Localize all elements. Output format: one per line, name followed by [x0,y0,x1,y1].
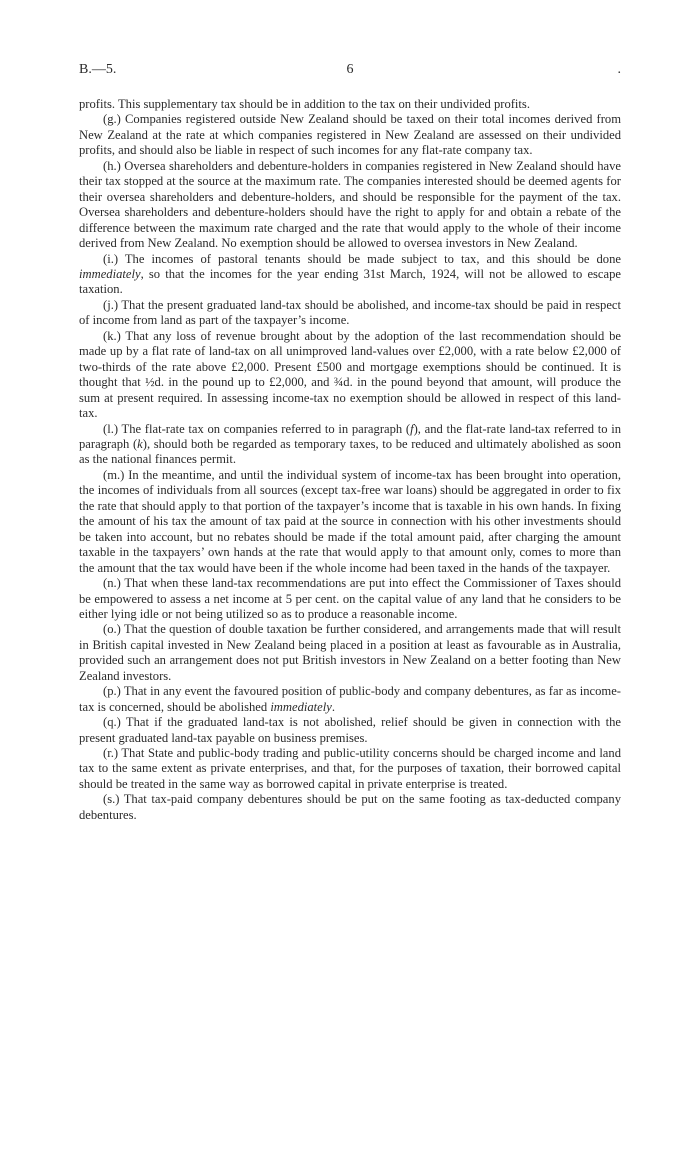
paragraph-g [79,112,621,158]
paragraph-text: That the present graduated land-tax should be abolished, and income-tax should be paid in respect of income from land as part of the taxpayer’s income. [79,297,621,328]
paragraph-j [79,298,621,329]
paragraph-label: (i.) [103,251,119,266]
paragraph-text: That when these land-tax recommendations are put into effect the Commissioner of Taxes should be empowered to assess a net income at 5 per cent. on the capital value of any land that he considers to be either lying idle or not being utilized so as to produce a reasonable income. [79,576,621,621]
paragraph-label: (l.) [103,421,119,436]
emphasis-text: immediately [270,699,332,714]
paragraph-text: That State and public-body trading and public-utility concerns should be charged income and land tax to the same extent as private enterprises, and that, for the purposes of taxation, their borrowed capital should be treated in the same way as borrowed capital in private enterprise is treated. [79,746,621,791]
paragraph-text: ), should both be regarded as temporary taxes, to be reduced and ultimately abolished as soon as the national finances permit. [79,436,621,467]
paragraph-label: (s.) [103,792,120,807]
paragraph-label: (j.) [103,297,119,312]
emphasis-text: immediately [79,266,141,281]
paragraph-text: , so that the incomes for the year ending 31st March, 1924, will not be allowed to escape taxation. [79,266,621,297]
paragraph-text: The flat-rate tax on companies referred to in paragraph ( [118,421,411,436]
paragraph-text: In the meantime, and until the individual system of income-tax has been brought into operation, the incomes of individuals from all sources (except tax-free war loans) should be aggregated in order to fix the rate that should apply to that portion of the taxpayer’s income that is taxable in his own hands. In fixing the amount of his tax the amount of tax paid at the source in connection with his other investments should be taken into account, but no rebates should be made if the total amount paid, after charging the amount taxable in the taxpayers’ own hands at the rate that would apply to that amount only, comes to more than the amount that the tax would have been if the whole income had been taxed in the hands of the taxpayer. [79,467,621,575]
paragraph-k [79,329,621,422]
paragraph-label: (n.) [103,576,121,591]
continuation-paragraph: profits. This supplementary tax should be in addition to the tax on their undivided profits. [79,97,530,111]
paragraph-s [79,792,621,823]
paragraph-text: The incomes of pastoral tenants should be made subject to tax, and this should be done [118,251,621,266]
header-mark: . [617,62,621,77]
paragraph-q [79,715,621,746]
paragraph-text: . [331,699,336,714]
page-number-text: 6 [346,62,354,77]
document-reference: B.—5. [79,62,117,77]
paragraph-label: (p.) [103,684,121,699]
paragraph-label: (o.) [103,622,121,637]
paragraph-n [79,576,621,622]
paragraph-reference: k [137,436,143,451]
paragraph-i [79,252,621,298]
paragraph-text: That tax-paid company debentures should be put on the same footing as tax-deducted company debentures. [79,792,621,822]
paragraph-label: (g.) [103,112,121,127]
paragraph-m [79,468,621,576]
paragraph-p [79,684,621,715]
paragraph-text: That in any event the favoured position of public-body and company debentures, as far as income-tax is concerned, should be abolished [79,684,621,714]
paragraph-text: That the question of double taxation be further considered, and arrangements made that will result in British capital invested in New Zealand being placed in a position at least as favourable as in Australia, provided such an arrangement does not put British investors in New Zealand on a better footing than New Zealand investors. [79,622,621,683]
paragraph-l [79,422,621,468]
paragraph-label: (h.) [103,158,121,173]
paragraph-label: (k.) [103,328,121,343]
paragraph-text: Oversea shareholders and debenture-holders in companies registered in New Zealand should have their tax stopped at the source at the maximum rate. The companies interested should be deemed agents for their oversea shareholders and debenture-holders, and should be responsible for the payment of the tax. Oversea shareholders and debenture-holders should have the right to apply for and obtain a rebate of the difference between the maximum rate charged and the rate that would apply to the whole of their income derived from New Zealand. No exemption should be allowed to oversea investors in New Zealand. [79,158,621,251]
paragraph-label: (m.) [103,467,125,482]
paragraph-reference: f [410,421,414,436]
page-header [79,62,621,82]
paragraph-h [79,159,621,252]
paragraph-text: ), and the flat-rate land-tax referred to in paragraph ( [79,421,621,451]
page-number [79,62,621,78]
paragraph-r [79,746,621,792]
paragraph-o [79,622,621,684]
paragraph-text: Companies registered outside New Zealand should be taxed on their total incomes derived from New Zealand at the rate at which companies registered in New Zealand are assessed on their undivided profits, and should also be liable in respect of such incomes for any flat-rate company tax. [79,112,621,158]
paragraph-text: That if the graduated land-tax is not abolished, relief should be given in connection with the present graduated land-tax payable on business premises. [79,715,621,745]
paragraph-label: (q.) [103,715,121,730]
paragraph-text: That any loss of revenue brought about by the adoption of the last recommendation should be made up by a flat rate of land-tax on all unimproved land-values over £2,000, with a rate below £2,000 of two-thirds of the rate above £2,000. Present £500 and mortgage exemptions should be continued. It is thought that ½d. in the pound up to £2,000, and ¾d. in the pound beyond that amount, will produce the sum at present required. In assessing income-tax no exemption should be allowed in respect of this land-tax. [79,328,621,421]
document-body [79,97,621,823]
paragraph-label: (r.) [103,746,119,761]
